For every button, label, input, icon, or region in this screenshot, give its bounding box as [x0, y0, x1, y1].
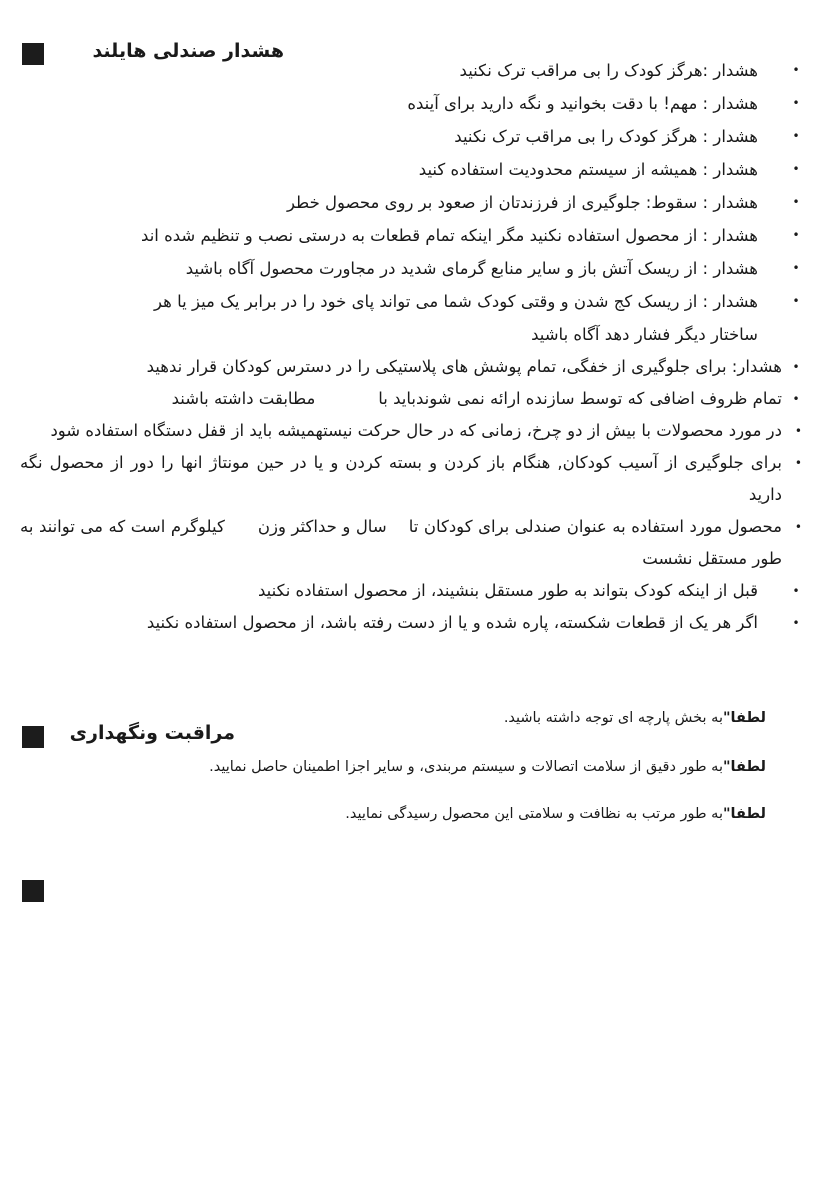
care-item: لطفا"به بخش پارچه ای توجه داشته باشید. [503, 710, 766, 726]
bullet-icon: • [792, 616, 800, 630]
bullet-icon: • [792, 392, 800, 406]
bullet-icon: • [792, 261, 800, 275]
bullet-icon: • [794, 520, 802, 534]
warning-item: • هشدار : از محصول استفاده نکنید مگر اینکه تمام قطعات به درستی نصب و تنظیم شده اند [20, 219, 802, 252]
bullet-icon: • [792, 228, 800, 242]
bullet-icon: • [792, 584, 800, 598]
care-item: لطفا"به طور مرتب به نظافت و سلامتی این محصول رسیدگی نمایید. [345, 806, 766, 822]
warnings-list [14, 54, 802, 639]
warning-item: • هشدار :هرگز کودک را بی مراقب ترک نکنید [20, 54, 802, 87]
bullet-icon: • [794, 456, 802, 470]
section-marker-square [22, 726, 44, 748]
warning-item: • هشدار : مهم! با دقت بخوانید و نگه دارید برای آینده [20, 87, 802, 120]
section-title-care: مراقبت ونگهداری [69, 722, 235, 744]
warning-item: • هشدار : سقوط: جلوگیری از فرزندتان از صعود بر روی محصول خطر [20, 186, 802, 219]
bullet-icon: • [792, 63, 800, 77]
care-item: لطفا"به طور دقیق از سلامت اتصالات و سیستم مربندی، و سایر اجزا اطمینان حاصل نمایید. [209, 759, 766, 775]
warning-item: • تمام ظروف اضافی که توسط سازنده ارائه نمی شوندباید با مطابقت داشته باشند [20, 383, 802, 415]
warning-item: • محصول مورد استفاده به عنوان صندلی برای کودکان تا سال و حداکثر وزن کیلوگرم است که می توانند به طور مستقل نشست [20, 511, 802, 575]
warning-item: • هشدار : همیشه از سیستم محدودیت استفاده کنید [20, 153, 802, 186]
warning-item: • هشدار : از ریسک کج شدن و وقتی کودک شما می تواند پای خود را در برابر یک میز یا هر ساختار دیگر فشار دهد آگاه باشید [20, 285, 802, 351]
bullet-icon: • [792, 360, 800, 374]
warning-item: • اگر هر یک از قطعات شکسته، پاره شده و یا از دست رفته باشد، از محصول استفاده نکنید [20, 607, 802, 639]
bullet-icon: • [792, 294, 800, 308]
warning-item: • هشدار : از ریسک آتش باز و سایر منابع گرمای شدید در مجاورت محصول آگاه باشید [20, 252, 802, 285]
section-title-warnings: هشدار صندلی هایلند [92, 40, 284, 62]
bullet-icon: • [792, 195, 800, 209]
warning-item: • در مورد محصولات با بیش از دو چرخ، زمانی که در حال حرکت نیستهمیشه باید از قفل دستگاه استفاده شود [20, 415, 802, 447]
warning-item: • هشدار : هرگز کودک را بی مراقب ترک نکنید [20, 120, 802, 153]
section-marker-square [22, 880, 44, 902]
bullet-icon: • [792, 96, 800, 110]
bullet-icon: • [792, 129, 800, 143]
warning-item: • هشدار: برای جلوگیری از خفگی، تمام پوشش های پلاستیکی را در دسترس کودکان قرار ندهید [20, 351, 802, 383]
bullet-icon: • [792, 162, 800, 176]
warning-item: • برای جلوگیری از آسیب کودکان, هنگام باز کردن و بسته کردن و یا در حین مونتاژ انها را دور از محصول نگه دارید [20, 447, 802, 511]
bullet-icon: • [794, 424, 802, 438]
warning-item: • قبل از اینکه کودک بتواند به طور مستقل بنشیند، از محصول استفاده نکنید [20, 575, 802, 607]
